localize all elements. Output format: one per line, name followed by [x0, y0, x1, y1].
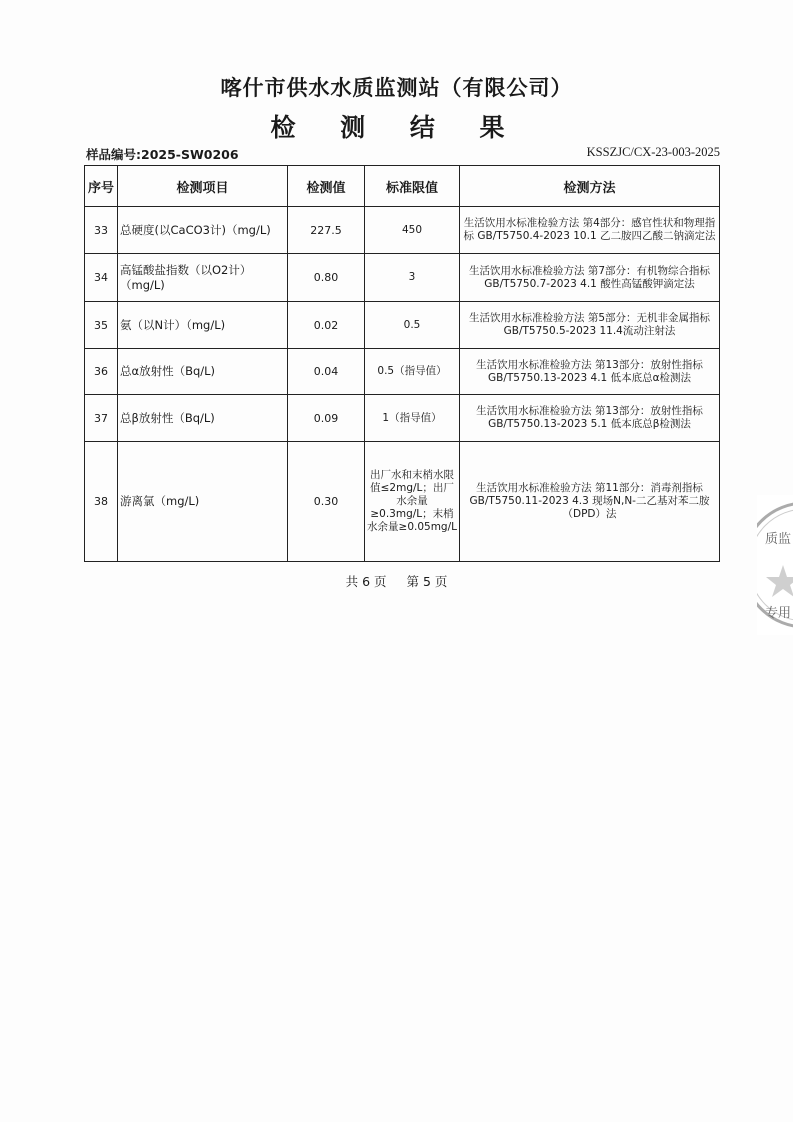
- col-header-limit: 标准限值: [365, 166, 460, 207]
- standard-limit: 0.5（指导值）: [365, 349, 460, 395]
- row-number: 34: [85, 254, 118, 302]
- test-method: 生活饮用水标准检验方法 第5部分：无机非金属指标 GB/T5750.5-2023 11.4流动注射法: [460, 302, 720, 349]
- table-row: [85, 207, 720, 254]
- test-method: 生活饮用水标准检验方法 第11部分：消毒剂指标 GB/T5750.11-2023 4.3 现场N,N-二乙基对苯二胺（DPD）法: [460, 442, 720, 562]
- row-number: 36: [85, 349, 118, 395]
- test-method: 生活饮用水标准检验方法 第7部分：有机物综合指标 GB/T5750.7-2023 4.1 酸性高锰酸钾滴定法: [460, 254, 720, 302]
- table-row: [85, 254, 720, 302]
- test-method: 生活饮用水标准检验方法 第4部分：感官性状和物理指标 GB/T5750.4-2023 10.1 乙二胺四乙酸二钠滴定法: [460, 207, 720, 254]
- org-title: 喀什市供水水质监测站（有限公司）: [220, 76, 573, 100]
- results-table: [84, 165, 720, 562]
- test-value: 0.30: [288, 442, 365, 562]
- total-pages: 共 6 页: [345, 574, 387, 589]
- test-item: 总α放射性（Bq/L): [118, 349, 288, 395]
- test-method: 生活饮用水标准检验方法 第13部分：放射性指标GB/T5750.13-2023 4.1 低本底总α检测法: [460, 349, 720, 395]
- official-seal: [757, 495, 793, 635]
- row-number: 38: [85, 442, 118, 562]
- test-method: 生活饮用水标准检验方法 第13部分：放射性指标GB/T5750.13-2023 5.1 低本底总β检测法: [460, 395, 720, 442]
- test-value: 0.09: [288, 395, 365, 442]
- doc-title: 检 测 结 果: [270, 113, 523, 142]
- test-value: 0.02: [288, 302, 365, 349]
- test-item: 高锰酸盐指数（以O2计）（mg/L): [118, 254, 288, 302]
- table-row: [85, 302, 720, 349]
- row-number: 33: [85, 207, 118, 254]
- col-header-value: 检测值: [288, 166, 365, 207]
- page-footer: [0, 572, 793, 590]
- col-header-method: 检测方法: [460, 166, 720, 207]
- seal-fragment-icon: [757, 495, 793, 635]
- sample-number: 样品编号:2025-SW0206: [86, 147, 239, 162]
- col-header-no: 序号: [85, 166, 118, 207]
- table-row: [85, 349, 720, 395]
- current-page: 第 5 页: [406, 574, 448, 589]
- test-item: 总β放射性（Bq/L): [118, 395, 288, 442]
- test-value: 0.80: [288, 254, 365, 302]
- col-header-item: 检测项目: [118, 166, 288, 207]
- test-value: 227.5: [288, 207, 365, 254]
- table-row: [85, 442, 720, 562]
- test-item: 氨（以N计）（mg/L): [118, 302, 288, 349]
- standard-limit: 出厂水和末梢水限值≤2mg/L；出厂水余量≥0.3mg/L；末梢水余量≥0.05mg/L: [365, 442, 460, 562]
- table-row: [85, 395, 720, 442]
- standard-limit: 0.5: [365, 302, 460, 349]
- table-header-row: [85, 166, 720, 207]
- test-item: 游离氯（mg/L): [118, 442, 288, 562]
- standard-limit: 1（指导值）: [365, 395, 460, 442]
- row-number: 37: [85, 395, 118, 442]
- standard-limit: 450: [365, 207, 460, 254]
- test-item: 总硬度(以CaCO3计)（mg/L): [118, 207, 288, 254]
- test-value: 0.04: [288, 349, 365, 395]
- seal-text-top: 质监: [765, 532, 792, 547]
- row-number: 35: [85, 302, 118, 349]
- document-code: KSSZJC/CX-23-003-2025: [586, 145, 720, 159]
- seal-text-bottom: 专用: [765, 606, 792, 621]
- standard-limit: 3: [365, 254, 460, 302]
